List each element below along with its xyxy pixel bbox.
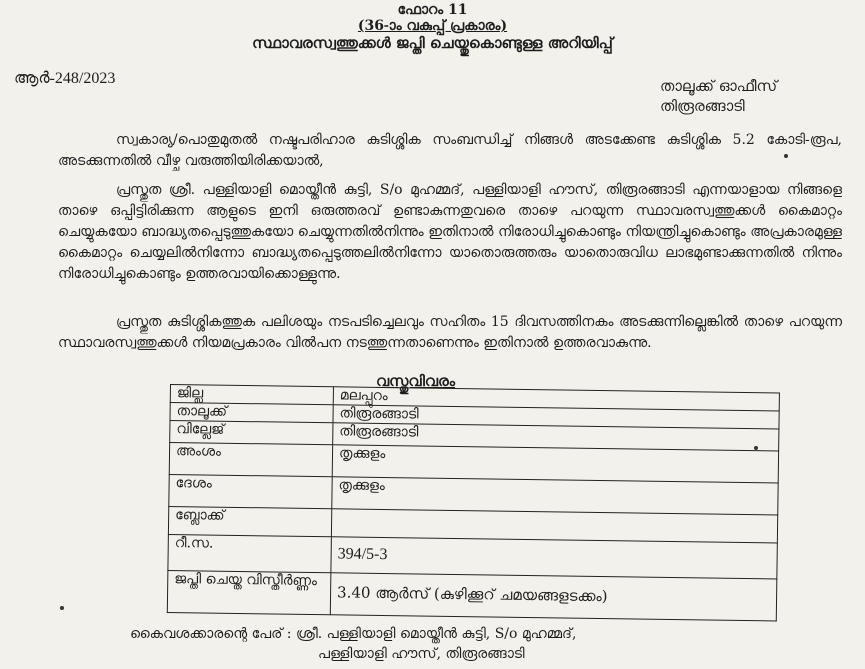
row-label-district: ജില്ല [170,385,333,405]
row-value-taluk: തിരൂരങ്ങാടി [333,405,779,429]
row-label-resurvey: റീ.സ. [168,534,331,572]
paragraph-3-text: പ്രസ്തുത കുടിശ്ശികത്തുക പലിശയും നടപടിച്ചെലവും സഹിതം 15 ദിവസത്തിനകം അടക്കുന്നില്ലെങ്കിൽ താഴെ പറയുന്ന സ്ഥാവരസ്വത്തുക്കൾ നിയമപ്രകാരം വിൽപന നടത്തുന്നതാണെന്നും ഇതിനാൽ ഉത്തരവാകുന്നു. [58,314,842,351]
property-table-heading: വസ്തുവിവരം [376,372,456,390]
paragraph-arrears [58,130,842,172]
row-value-resurvey: 394/5-3 [331,537,777,579]
paragraph-prohibition [58,180,842,285]
owner-address-line: പള്ളിയാളി ഹൗസ്, തിരൂരങ്ങാടി [318,646,525,662]
paragraph-2-text: പ്രസ്തുത ശ്രീ. പള്ളിയാളി മൊയ്തീൻ കുട്ടി, S/o മുഹമ്മദ്, പള്ളിയാളി ഹൗസ്, തിരൂരങ്ങാടി എന്നയാളായ നിങ്ങളെ താഴെ ഒപ്പിട്ടിരിക്കുന്ന ആളുടെ ഇനി ഒരുത്തരവ് ഉണ്ടാകുന്നതുവരെ താഴെ പറയുന്ന സ്ഥാവരസ്വത്തുക്കൾ കൈമാറ്റം ചെയ്യുകയോ ബാദ്ധ്യതപ്പെടുത്തുകയോ ചെയ്യുന്നതിൽനിന്നും ഇതിനാൽ നിരോധിച്ചുകൊണ്ടും നിയന്ത്രിച്ചുകൊണ്ടും അപ്രകാരമുള്ള കൈമാറ്റം ചെയ്യലിൽനിന്നോ ബാദ്ധ്യതപ്പെടുത്തലിൽനിന്നോ യാതൊരുത്തരും യാതൊരുവിധ ലാഭമുണ്ടാക്കുന്നതിൽ നിന്നും നിരോധിച്ചുകൊണ്ടും ഉത്തരവായിക്കൊള്ളുന്നു. [58,182,842,282]
section-reference: (36-ാം വകുപ്പ് പ്രകാരം) [357,18,508,34]
office-line-1: താലൂക്ക് ഓഫീസ് [660,77,778,95]
row-label-block: ബ്ലോക്ക് [168,506,331,536]
speck-mark [754,446,758,450]
row-value-area: 3.40 ആർസ് (കുഴിക്കൂറ് ചമയങ്ങളടക്കം) [330,573,777,621]
row-label-village: വില്ലേജ് [170,421,333,445]
row-value-amsham: തൃക്കുളം [332,445,778,483]
paragraph-sale-warning [58,312,842,354]
speck-mark [784,154,788,158]
row-value-desham: തൃക്കുളം [332,477,778,515]
paragraph-1-text: സ്വകാര്യ/പൊതുമുതൽ നഷ്ടപരിഹാര കുടിശ്ശിക സംബന്ധിച്ച് നിങ്ങൾ അടക്കേണ്ട കുടിശ്ശിക 5.2 കോടി-രൂപ, അടക്കുന്നതിൽ വീഴ്ച വരുത്തിയിരിക്കയാൽ, [58,132,842,169]
row-label-desham: ദേശം [169,474,332,508]
row-label-taluk: താലൂക്ക് [170,403,333,423]
notice-title: സ്ഥാവരസ്വത്തുക്കൾ ജപ്തി ചെയ്തുകൊണ്ടുള്ള അറിയിപ്പ് [252,34,613,52]
speck-mark [60,606,64,610]
file-number: ആർ-248/2023 [14,70,116,87]
office-line-2: തിരൂരങ്ങാടി [660,97,745,115]
row-value-village: തിരൂരങ്ങാടി [333,423,779,451]
property-table [167,384,780,621]
table-row [167,570,777,620]
owner-name-line: കൈവശക്കാരന്റെ പേര് : ശ്രീ. പള്ളിയാളി മൊയ്തീൻ കുട്ടി, S/o മുഹമ്മദ്, [130,626,577,642]
row-label-area: ജപ്തി ചെയ്ത വിസ്തീർണ്ണം [167,570,331,614]
form-number: ഫോറം 11 [397,2,468,18]
row-label-amsham: അംശം [169,443,332,477]
row-value-district: മലപ്പുറം [333,387,779,411]
office-address [660,76,777,116]
